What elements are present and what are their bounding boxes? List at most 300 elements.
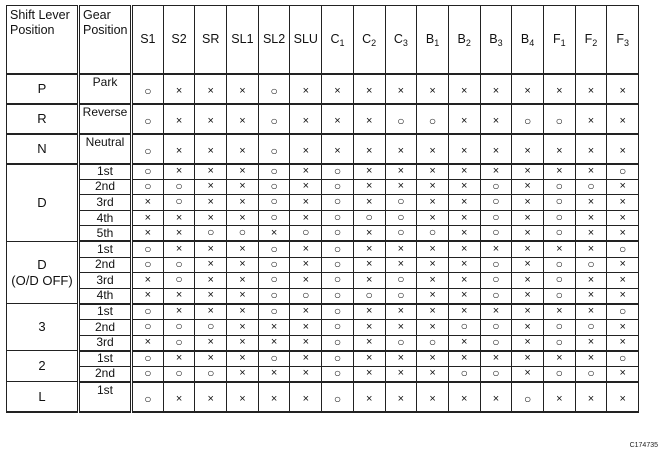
off-mark-cell: [132, 226, 164, 242]
cross-icon: ×: [302, 273, 309, 286]
off-mark-cell: [543, 304, 575, 320]
circle-icon: ○: [428, 335, 437, 349]
on-mark-cell: [543, 210, 575, 226]
cross-icon: ×: [365, 320, 373, 333]
cross-icon: ×: [365, 195, 373, 208]
off-mark-cell: [417, 195, 449, 211]
off-mark-cell: [353, 382, 385, 412]
cross-icon: ×: [587, 165, 595, 178]
column-header-base: F: [584, 31, 593, 46]
on-mark-cell: [132, 257, 164, 273]
circle-icon: ○: [175, 272, 183, 287]
cross-icon: ×: [365, 226, 373, 239]
gear-position-cell: 1st: [79, 382, 132, 412]
cross-icon: ×: [239, 180, 246, 193]
cross-icon: ×: [492, 352, 500, 365]
off-mark-cell: [417, 134, 449, 164]
off-mark-cell: [480, 164, 512, 180]
cross-icon: ×: [302, 352, 309, 365]
off-mark-cell: [385, 241, 417, 257]
cross-icon: ×: [556, 145, 563, 157]
off-mark-cell: [195, 134, 227, 164]
cross-icon: ×: [365, 336, 373, 349]
on-mark-cell: [607, 164, 639, 180]
on-mark-cell: [258, 241, 290, 257]
circle-icon: ○: [238, 225, 247, 240]
cross-icon: ×: [461, 393, 468, 406]
off-mark-cell: [607, 335, 639, 351]
cross-icon: ×: [397, 243, 405, 256]
on-mark-cell: [132, 351, 164, 367]
on-mark-cell: [480, 257, 512, 273]
table-row: [7, 164, 639, 180]
on-mark-cell: [575, 366, 607, 382]
cross-icon: ×: [270, 336, 278, 349]
shift-lever-label: D: [37, 194, 47, 210]
off-mark-cell: [385, 304, 417, 320]
off-mark-cell: [195, 74, 227, 104]
off-mark-cell: [227, 195, 259, 211]
off-mark-cell: [290, 241, 322, 257]
off-mark-cell: [258, 335, 290, 351]
column-header-b2: [448, 6, 480, 74]
off-mark-cell: [195, 241, 227, 257]
on-mark-cell: [575, 319, 607, 335]
off-mark-cell: [512, 304, 544, 320]
off-mark-cell: [448, 164, 480, 180]
off-mark-cell: [607, 226, 639, 242]
off-mark-cell: [448, 257, 480, 273]
off-mark-cell: [353, 335, 385, 351]
circle-icon: ○: [587, 257, 595, 271]
off-mark-cell: [575, 351, 607, 367]
circle-icon: ○: [333, 163, 342, 178]
cross-icon: ×: [207, 243, 214, 256]
off-mark-cell: [227, 210, 259, 226]
off-mark-cell: [607, 366, 639, 382]
circle-icon: ○: [523, 391, 532, 406]
off-mark-cell: [290, 210, 322, 226]
cross-icon: ×: [429, 273, 436, 286]
off-mark-cell: [448, 134, 480, 164]
on-mark-cell: [385, 273, 417, 289]
cross-icon: ×: [524, 85, 531, 97]
shift-lever-label: 2: [38, 358, 46, 374]
on-mark-cell: [195, 226, 227, 242]
cross-icon: ×: [302, 180, 309, 193]
off-mark-cell: [290, 74, 322, 104]
cross-icon: ×: [429, 195, 436, 208]
circle-icon: ○: [144, 179, 152, 193]
cross-icon: ×: [524, 320, 531, 333]
cross-icon: ×: [492, 165, 500, 178]
on-mark-cell: [258, 74, 290, 104]
table-row: [7, 382, 639, 412]
on-mark-cell: [258, 134, 290, 164]
circle-icon: ○: [492, 179, 500, 193]
column-header-base: B: [457, 31, 466, 46]
cross-icon: ×: [207, 393, 214, 406]
cross-icon: ×: [619, 336, 626, 349]
off-mark-cell: [543, 241, 575, 257]
cross-icon: ×: [397, 85, 405, 97]
on-mark-cell: [575, 257, 607, 273]
off-mark-cell: [227, 134, 259, 164]
circle-icon: ○: [144, 366, 152, 380]
off-mark-cell: [132, 195, 164, 211]
cross-icon: ×: [556, 305, 563, 318]
circle-icon: ○: [270, 272, 278, 287]
on-mark-cell: [258, 304, 290, 320]
off-mark-cell: [512, 257, 544, 273]
cross-icon: ×: [334, 85, 341, 97]
shift-lever-label: N: [37, 140, 47, 156]
shift-lever-label: D: [37, 256, 47, 272]
on-mark-cell: [322, 304, 354, 320]
table-row: [7, 335, 639, 351]
cross-icon: ×: [207, 258, 214, 271]
table-row: [7, 210, 639, 226]
off-mark-cell: [227, 257, 259, 273]
circle-icon: ○: [144, 350, 152, 365]
gear-position-cell: Neutral: [79, 134, 132, 164]
column-header-base: C: [393, 31, 403, 46]
shift-lever-position-cell: [7, 382, 79, 412]
on-mark-cell: [163, 195, 195, 211]
column-header-slu: [290, 6, 322, 74]
on-mark-cell: [132, 319, 164, 335]
on-mark-cell: [163, 335, 195, 351]
off-mark-cell: [195, 304, 227, 320]
circle-icon: ○: [397, 194, 405, 209]
off-mark-cell: [417, 257, 449, 273]
off-mark-cell: [353, 351, 385, 367]
cross-icon: ×: [587, 273, 595, 286]
off-mark-cell: [322, 104, 354, 134]
on-mark-cell: [543, 104, 575, 134]
circle-icon: ○: [619, 350, 627, 365]
off-mark-cell: [385, 351, 417, 367]
on-mark-cell: [543, 179, 575, 195]
circle-icon: ○: [587, 319, 595, 334]
off-mark-cell: [385, 74, 417, 104]
circle-icon: ○: [587, 366, 595, 380]
column-header-base: B: [425, 31, 435, 46]
circle-icon: ○: [302, 225, 310, 240]
cross-icon: ×: [492, 243, 500, 256]
cross-icon: ×: [587, 195, 595, 208]
cross-icon: ×: [461, 226, 468, 239]
off-mark-cell: [512, 351, 544, 367]
on-mark-cell: [543, 288, 575, 304]
off-mark-cell: [163, 351, 195, 367]
off-mark-cell: [607, 74, 639, 104]
on-mark-cell: [322, 257, 354, 273]
circle-icon: ○: [492, 319, 500, 334]
shift-lever-label: (O/D OFF): [11, 272, 73, 288]
column-header-base: B: [489, 31, 498, 46]
off-mark-cell: [575, 210, 607, 226]
cross-icon: ×: [461, 273, 468, 286]
circle-icon: ○: [555, 288, 563, 302]
off-mark-cell: [512, 179, 544, 195]
cross-icon: ×: [556, 165, 563, 178]
circle-icon: ○: [397, 335, 405, 349]
circle-icon: ○: [428, 113, 437, 128]
on-mark-cell: [322, 179, 354, 195]
gear-position-cell: 1st: [79, 164, 132, 180]
cross-icon: ×: [461, 195, 468, 208]
cross-icon: ×: [144, 289, 152, 302]
circle-icon: ○: [492, 210, 500, 225]
circle-icon: ○: [333, 241, 342, 256]
table-row: [7, 351, 639, 367]
on-mark-cell: [385, 195, 417, 211]
cross-icon: ×: [587, 115, 595, 127]
off-mark-cell: [227, 104, 259, 134]
gear-position-cell: 2nd: [79, 319, 132, 335]
circle-icon: ○: [492, 225, 500, 240]
on-mark-cell: [290, 288, 322, 304]
circle-icon: ○: [175, 179, 183, 193]
circle-icon: ○: [207, 366, 215, 380]
circle-icon: ○: [175, 366, 183, 380]
gear-position-cell: Park: [79, 74, 132, 104]
circle-icon: ○: [333, 366, 342, 380]
cross-icon: ×: [429, 165, 436, 178]
circle-icon: ○: [175, 335, 183, 349]
off-mark-cell: [543, 134, 575, 164]
off-mark-cell: [227, 164, 259, 180]
circle-icon: ○: [492, 335, 500, 349]
off-mark-cell: [448, 304, 480, 320]
on-mark-cell: [385, 335, 417, 351]
on-mark-cell: [543, 273, 575, 289]
cross-icon: ×: [461, 115, 468, 127]
cross-icon: ×: [270, 320, 278, 333]
circle-icon: ○: [460, 366, 468, 380]
cross-icon: ×: [302, 258, 309, 271]
cross-icon: ×: [461, 211, 468, 224]
cross-icon: ×: [175, 115, 183, 127]
circle-icon: ○: [270, 288, 278, 302]
off-mark-cell: [195, 104, 227, 134]
off-mark-cell: [543, 74, 575, 104]
off-mark-cell: [480, 351, 512, 367]
off-mark-cell: [448, 273, 480, 289]
on-mark-cell: [480, 288, 512, 304]
off-mark-cell: [448, 288, 480, 304]
on-mark-cell: [322, 335, 354, 351]
column-header-subscript: 3: [497, 37, 503, 48]
column-header-subscript: 1: [339, 37, 345, 48]
column-header-f2: [575, 6, 607, 74]
cross-icon: ×: [524, 243, 531, 256]
cross-icon: ×: [461, 305, 468, 318]
solenoid-application-table: [6, 5, 639, 413]
off-mark-cell: [322, 134, 354, 164]
on-mark-cell: [132, 164, 164, 180]
cross-icon: ×: [239, 336, 246, 349]
on-mark-cell: [163, 273, 195, 289]
off-mark-cell: [195, 335, 227, 351]
header-shift-lever-position: Shift Lever Position: [7, 6, 79, 74]
circle-icon: ○: [492, 272, 500, 287]
circle-icon: ○: [555, 113, 563, 128]
off-mark-cell: [448, 74, 480, 104]
cross-icon: ×: [492, 393, 500, 406]
circle-icon: ○: [333, 391, 342, 406]
cross-icon: ×: [239, 320, 246, 333]
on-mark-cell: [448, 319, 480, 335]
off-mark-cell: [575, 335, 607, 351]
cross-icon: ×: [365, 180, 373, 193]
off-mark-cell: [227, 351, 259, 367]
circle-icon: ○: [587, 179, 595, 193]
cross-icon: ×: [207, 85, 214, 97]
circle-icon: ○: [333, 335, 342, 349]
cross-icon: ×: [524, 336, 531, 349]
off-mark-cell: [448, 241, 480, 257]
column-header-s1: [132, 6, 164, 74]
off-mark-cell: [132, 335, 164, 351]
cross-icon: ×: [397, 258, 405, 271]
on-mark-cell: [480, 226, 512, 242]
circle-icon: ○: [365, 210, 373, 225]
off-mark-cell: [543, 164, 575, 180]
cross-icon: ×: [461, 180, 468, 193]
column-header-subscript: 1: [434, 37, 440, 48]
cross-icon: ×: [175, 165, 183, 178]
cross-icon: ×: [144, 195, 152, 208]
off-mark-cell: [163, 304, 195, 320]
cross-icon: ×: [270, 226, 278, 239]
cross-icon: ×: [207, 180, 214, 193]
circle-icon: ○: [555, 272, 563, 287]
cross-icon: ×: [175, 305, 183, 318]
off-mark-cell: [290, 319, 322, 335]
off-mark-cell: [575, 382, 607, 412]
off-mark-cell: [385, 134, 417, 164]
off-mark-cell: [512, 74, 544, 104]
off-mark-cell: [258, 366, 290, 382]
on-mark-cell: [480, 366, 512, 382]
off-mark-cell: [163, 164, 195, 180]
on-mark-cell: [322, 195, 354, 211]
on-mark-cell: [417, 104, 449, 134]
on-mark-cell: [543, 335, 575, 351]
circle-icon: ○: [175, 319, 183, 334]
cross-icon: ×: [365, 115, 373, 127]
off-mark-cell: [543, 382, 575, 412]
off-mark-cell: [448, 351, 480, 367]
cross-icon: ×: [365, 85, 373, 97]
on-mark-cell: [258, 179, 290, 195]
on-mark-cell: [385, 226, 417, 242]
shift-lever-position-cell: [7, 304, 79, 351]
column-header-c3: [385, 6, 417, 74]
cross-icon: ×: [302, 367, 309, 380]
off-mark-cell: [353, 134, 385, 164]
on-mark-cell: [258, 257, 290, 273]
off-mark-cell: [417, 273, 449, 289]
gear-position-cell: 3rd: [79, 273, 132, 289]
circle-icon: ○: [175, 194, 183, 209]
shift-lever-label: 3: [38, 319, 46, 335]
cross-icon: ×: [302, 115, 309, 127]
cross-icon: ×: [397, 145, 405, 157]
off-mark-cell: [448, 179, 480, 195]
cross-icon: ×: [524, 352, 531, 365]
cross-icon: ×: [619, 115, 626, 127]
off-mark-cell: [258, 382, 290, 412]
cross-icon: ×: [461, 243, 468, 256]
on-mark-cell: [322, 226, 354, 242]
off-mark-cell: [227, 288, 259, 304]
cross-icon: ×: [492, 305, 500, 318]
cross-icon: ×: [397, 165, 405, 178]
cross-icon: ×: [175, 393, 183, 406]
shift-lever-position-cell: [7, 134, 79, 164]
cross-icon: ×: [302, 165, 309, 178]
cross-icon: ×: [365, 393, 373, 406]
off-mark-cell: [132, 288, 164, 304]
table-row: [7, 241, 639, 257]
cross-icon: ×: [397, 352, 405, 365]
off-mark-cell: [575, 104, 607, 134]
off-mark-cell: [385, 257, 417, 273]
off-mark-cell: [607, 319, 639, 335]
cross-icon: ×: [239, 165, 246, 178]
circle-icon: ○: [270, 83, 278, 98]
cross-icon: ×: [524, 195, 531, 208]
shift-lever-position-cell: [7, 74, 79, 104]
circle-icon: ○: [397, 288, 405, 302]
column-header-base: SLU: [293, 31, 318, 46]
off-mark-cell: [512, 288, 544, 304]
on-mark-cell: [163, 179, 195, 195]
cross-icon: ×: [175, 226, 183, 239]
circle-icon: ○: [144, 143, 152, 158]
cross-icon: ×: [207, 195, 214, 208]
gear-position-cell: 4th: [79, 210, 132, 226]
circle-icon: ○: [144, 241, 152, 256]
off-mark-cell: [607, 134, 639, 164]
cross-icon: ×: [365, 352, 373, 365]
cross-icon: ×: [429, 320, 436, 333]
cross-icon: ×: [365, 258, 373, 271]
off-mark-cell: [480, 134, 512, 164]
table-row: [7, 226, 639, 242]
on-mark-cell: [575, 179, 607, 195]
off-mark-cell: [195, 164, 227, 180]
circle-icon: ○: [397, 210, 405, 225]
circle-icon: ○: [492, 194, 500, 209]
circle-icon: ○: [333, 288, 342, 302]
circle-icon: ○: [207, 319, 215, 334]
cross-icon: ×: [429, 352, 436, 365]
on-mark-cell: [385, 288, 417, 304]
cross-icon: ×: [524, 367, 531, 380]
off-mark-cell: [512, 134, 544, 164]
off-mark-cell: [607, 382, 639, 412]
cross-icon: ×: [429, 305, 436, 318]
table-row: [7, 104, 639, 134]
cross-icon: ×: [239, 367, 246, 380]
header-gear-position: Gear Position: [79, 6, 132, 74]
on-mark-cell: [132, 304, 164, 320]
on-mark-cell: [132, 366, 164, 382]
